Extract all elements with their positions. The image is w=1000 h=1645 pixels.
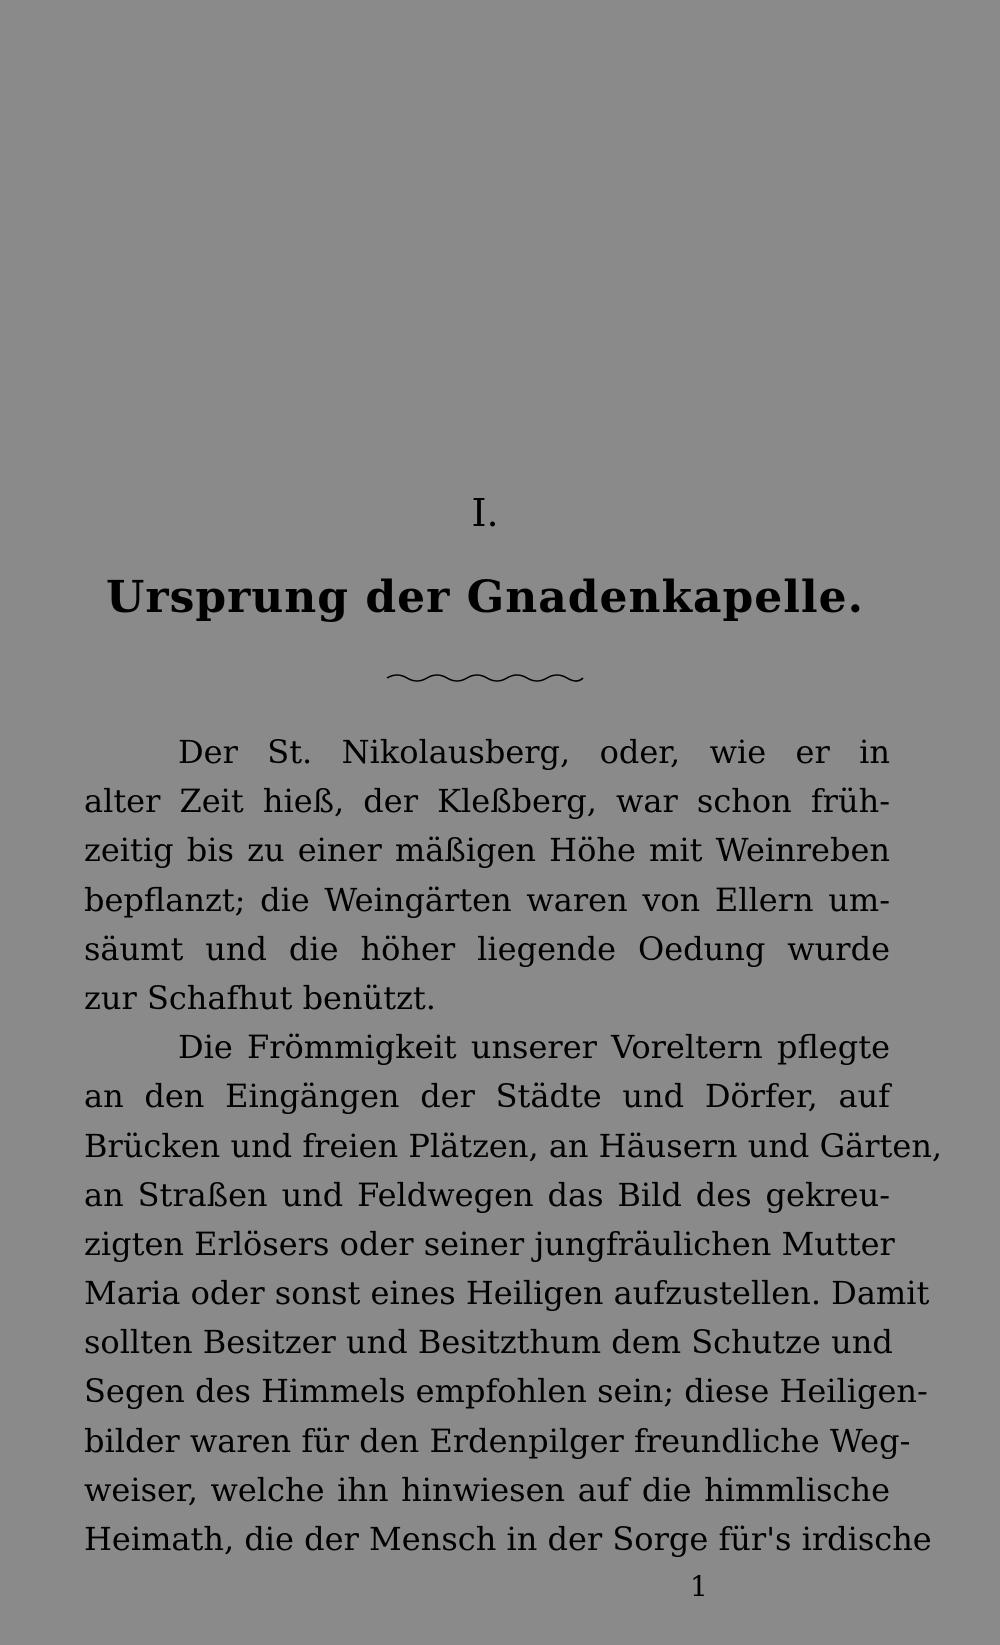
text-line: Der St. Nikolausberg, oder, wie er in bbox=[178, 733, 890, 771]
text-line: sollten Besitzer und Besitzthum dem Schutze und bbox=[84, 1323, 893, 1362]
paragraph-1 bbox=[84, 728, 890, 1023]
text-line: weiser, welche ihn hinwiesen auf die himmlische bbox=[84, 1470, 890, 1509]
text-line: Brücken und freien Plätzen, an Häusern und Gärten, bbox=[84, 1126, 943, 1165]
text-line: Heimath, die der Mensch in der Sorge für's irdische bbox=[84, 1520, 932, 1558]
body-text bbox=[84, 728, 943, 1564]
decorative-divider bbox=[385, 668, 585, 688]
text-line: zeitig bis zu einer mäßigen Höhe mit Weinreben bbox=[84, 831, 890, 870]
chapter-number: I. bbox=[471, 491, 499, 535]
text-line: Segen des Himmels empfohlen sein; diese Heiligen- bbox=[84, 1372, 928, 1411]
text-line: bepflanzt; die Weingärten waren von Ellern um- bbox=[84, 880, 890, 919]
text-line: zigten Erlösers oder seiner jungfräulichen Mutter bbox=[84, 1224, 895, 1263]
text-line: Maria oder sonst eines Heiligen aufzustellen. Damit bbox=[84, 1274, 930, 1313]
text-line: alter Zeit hieß, der Kleßberg, war schon früh- bbox=[84, 782, 890, 821]
chapter-title: Ursprung der Gnadenkapelle. bbox=[106, 572, 864, 623]
text-line: zur Schafhut benützt. bbox=[84, 978, 436, 1017]
text-line: bilder waren für den Erdenpilger freundliche Weg- bbox=[84, 1421, 911, 1460]
paragraph-2 bbox=[84, 1023, 943, 1564]
page-number: 1 bbox=[690, 1570, 708, 1603]
text-line: an den Eingängen der Städte und Dörfer, auf bbox=[84, 1077, 890, 1116]
text-line: Die Frömmigkeit unserer Voreltern pflegte bbox=[178, 1028, 890, 1067]
text-line: an Straßen und Feldwegen das Bild des gekreu- bbox=[84, 1175, 890, 1214]
text-line: säumt und die höher liegende Oedung wurde bbox=[84, 929, 890, 968]
